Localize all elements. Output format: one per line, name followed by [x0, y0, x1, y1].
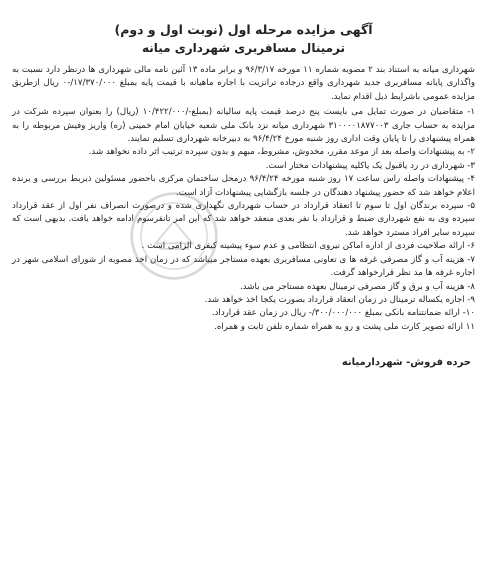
condition-item: ۲- به پیشنهادات واصله بعد از موعد مقرر، مخدوش، مشروط، مبهم و بدون سپرده ترتیب اثر داده نخواهد شد.	[88, 147, 475, 158]
conditions-list	[12, 106, 475, 334]
condition-item: ۵- سپرده برندگان اول تا سوم تا انعقاد قرارداد در حساب شهرداری نگهداری شده و درصورت انصراف نفر اول از عقد قرارداد سپرده وی به نفع شهرداری ضبط و قرارداد با نفر بعدی منعقد خواهد شد که این امر تانفرسوم ادامه خواهد یافت. بدیهی است که سپرده سایر افراد مسترد خواهد شد.	[12, 201, 475, 238]
notice-footer: حرده فروش- شهردارمیانه	[341, 357, 471, 369]
notice-header	[12, 22, 475, 56]
condition-item: ۷- هزینه آب و گاز مصرفی غرفه ها ی تعاونی مسافربری بعهده مستاجر میباشد که در زمان اخذ مصوبه از شورای اسلامی شهر در اجاره غرفه ها مد نظر قرارخواهد گرفت.	[12, 254, 475, 279]
notice-title: آگهی مزایده مرحله اول (نوبت اول و دوم)	[114, 22, 373, 37]
condition-item: ۱۰- ارائه ضمانتنامه بانکی بمبلغ ۳۰۰/۰۰۰/۰۰۰/- ریال در زمان عقد قرارداد.	[211, 308, 475, 319]
notice-intro: شهرداری میانه به استناد بند ۲ مصوبه شماره ۱۱ مورخه ۹۶/۳/۱۷ و برابر ماده ۱۳ آئین نامه مالی شهرداری ها درنظر دارد نسبت به واگذاری پایانه مسافربری جدید شهرداری واقع درجاده ترانزیت با اجاره ماهیانه با قیمت پایه بمبلغ ۱۷/۳۷۰/۰۰۰/-۰ ریال ازطریق مزایده عمومی باشرایط ذیل اقدام نماید.	[12, 65, 476, 102]
condition-item: ۸- هزینه آب و برق و گاز مصرفی ترمینال بعهده مستاجر می باشد.	[240, 281, 475, 292]
notice-subtitle: ترمینال مسافربری شهرداری میانه	[141, 41, 346, 55]
condition-item: ۹- اجاره یکساله ترمینال در زمان انعقاد قرارداد بصورت یکجا اخذ خواهد شد.	[204, 294, 475, 305]
condition-item: ۴- پیشنهادات واصله راس ساعت ۱۷ روز شنبه مورخه ۹۶/۴/۲۴ درمحل ساختمان مرکزی باحضور مسئولین ذیربط بررسی و برنده اعلام خواهد شد که حضور پیشنهاد دهندگان در جلسه بازگشایی پیشنهادات آزاد است.	[12, 174, 476, 198]
condition-item: ۳- شهرداری در رد یاقبول یک یاکلیه پیشنهادات مختار است.	[265, 160, 475, 171]
condition-item: ۱- متقاضیان در صورت تمایل می بایست پنج درصد قیمت پایه سالیانه (بمبلغ-/۱۰/۴۲۲/۰۰۰ (ریال) را بعنوان سپرده شرکت در مزایده به حساب جاری ۳۱۰۰۰۰۱۸۷۷۰۰۳ شهرداری میانه نزد بانک ملی شعبه خیابان امام خمینی (ره) واریز وفیش مربوطه را به همراه پیشنهادی را تا پایان وقت اداری روز شنبه مورخ ۹۶/۴/۲۴ به دبیرخانه شهرداری تسلیم نمایند.	[12, 107, 476, 145]
condition-item: ۱۱ ارائه تصویر کارت ملی پشت و رو به همراه شماره تلفن ثابت و همراه.	[214, 321, 475, 332]
notice-body	[12, 64, 475, 334]
condition-item: ۶- ارائه صلاحیت فردی از اداره اماکن نیروی انتظامی و عدم سوء پیشینه کیفری الزامی است .	[141, 241, 475, 252]
